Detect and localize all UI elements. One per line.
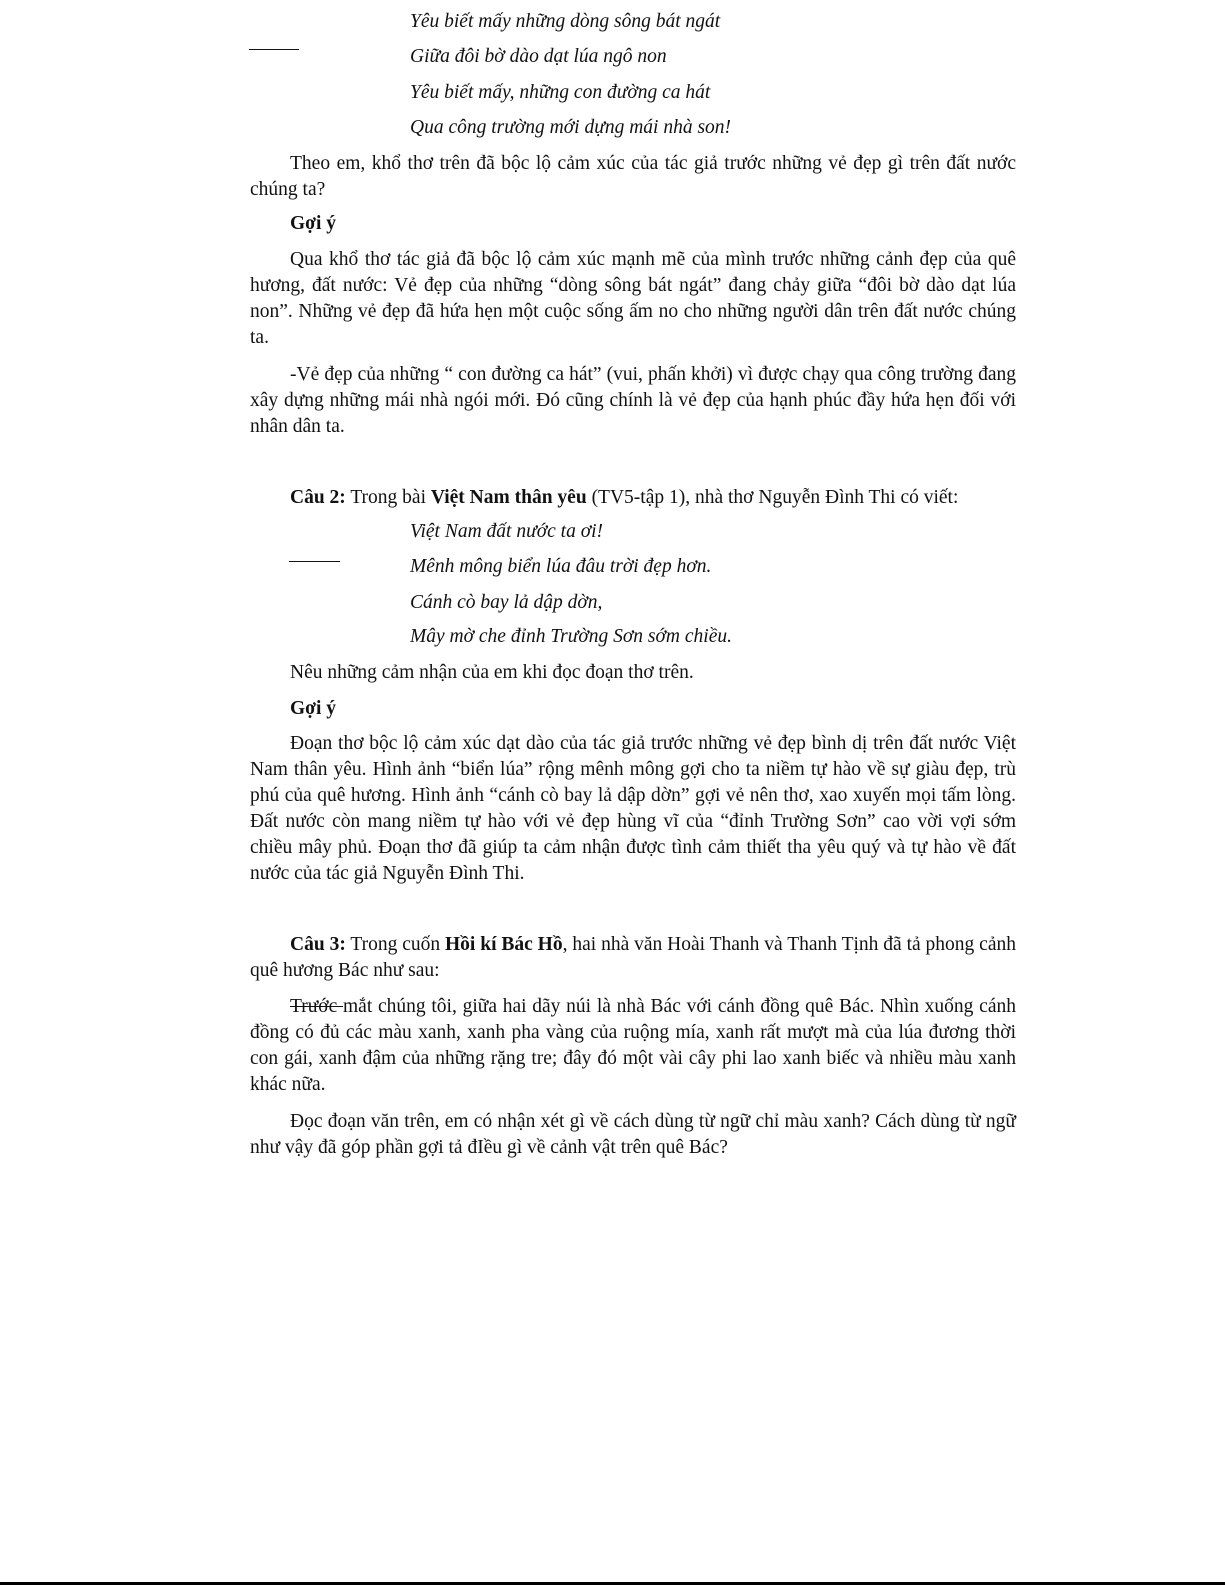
q3-title: Hồi kí Bác Hồ [445, 934, 563, 955]
q3-intro [250, 932, 1016, 984]
q3-passage-text: mắt chúng tôi, giữa hai dãy núi là nhà Bác với cánh đồng quê Bác. Nhìn xuống cánh đồng có đủ các màu xanh, xanh pha vàng của ruộng mía, xanh rất mượt mà của lúa đương thời con gái, xanh đậm của những rặng tre; đây đó một vài cây phi lao xanh biếc và nhiều màu xanh khác nữa. [250, 996, 1016, 1095]
q3-intro-b: , hai nhà văn Hoài Thanh và Thanh Tịnh đã tả phong cảnh quê hương Bác như sau: [250, 934, 1016, 981]
q1-question: Theo em, khổ thơ trên đã bộc lộ cảm xúc của tác giả trước những vẻ đẹp gì trên đất nước chúng ta? [250, 153, 1016, 200]
q1-hint-label: Gợi ý [290, 213, 337, 234]
poem1-line-4: Qua công trường mới dựng mái nhà son! [410, 117, 732, 138]
q2-hint-label: Gợi ý [290, 698, 337, 719]
poem1-line-2: Giữa đôi bờ dào dạt lúa ngô non [410, 46, 667, 67]
q2-intro [250, 485, 1016, 511]
q3-struck-word: Trước [290, 996, 343, 1017]
q3-question: Đọc đoạn văn trên, em có nhận xét gì về cách dùng từ ngữ chỉ màu xanh? Cách dùng từ ngữ như vậy đã góp phần gợi tả đIều gì về cảnh vật trên quê Bác? [250, 1111, 1016, 1158]
poem1-line-1: Yêu biết mấy những dòng sông bát ngát [410, 11, 721, 32]
poem1-line-3: Yêu biết mấy, những con đường ca hát [410, 82, 711, 103]
q1-answer-paragraph-1: Qua khổ thơ tác giả đã bộc lộ cảm xúc mạnh mẽ của mình trước những cảnh đẹp của quê hương, đất nước: Vẻ đẹp của những “dòng sông bát ngát” đang chảy giữa “đôi bờ dào dạt lúa non”. Những vẻ đẹp đã hứa hẹn một cuộc sống ấm no cho những người dân trên đất nước chúng ta. [250, 249, 1016, 348]
q2-intro-a: Trong bài [345, 487, 431, 508]
q2-poem-line-1: Việt Nam đất nước ta ơi! [410, 521, 604, 542]
q2-poem-line-3: Cánh cò bay lả dập dờn, [410, 592, 603, 613]
q1-answer-paragraph-2: -Vẻ đẹp của những “ con đường ca hát” (vui, phấn khởi) vì được chạy qua công trường đang xây dựng những mái nhà ngói mới. Đó cũng chính là vẻ đẹp của hạnh phúc đầy hứa hẹn đối với nhân dân ta. [250, 364, 1016, 437]
q2-question: Nêu những cảm nhận của em khi đọc đoạn thơ trên. [290, 662, 694, 683]
q2-intro-b: (TV5-tập 1), nhà thơ Nguyễn Đình Thi có viết: [586, 487, 959, 508]
q2-answer: Đoạn thơ bộc lộ cảm xúc dạt dào của tác giả trước những vẻ đẹp bình dị trên đất nước Việt Nam thân yêu. Hình ảnh “biển lúa” rộng mênh mông gợi cho ta niềm tự hào về sự giàu đẹp, trù phú của quê hương. Hình ảnh “cánh cò bay lả dập dờn” gợi vẻ nên thơ, xao xuyến mọi tấm lòng. Đất nước còn mang niềm tự hào với vẻ đẹp hùng vĩ của “đỉnh Trường Sơn” cao vời vợi sớm chiều mây phủ. Đoạn thơ đã giúp ta cảm nhận được tình cảm thiết tha yêu quý và tự hào về đất nước của tác giả Nguyễn Đình Thi. [250, 733, 1016, 884]
q2-label: Câu 2: [290, 487, 346, 508]
q3-passage [250, 994, 1016, 1098]
q2-poem-dash [289, 561, 340, 562]
q3-intro-a: Trong cuốn [345, 934, 445, 955]
q2-poem-line-4: Mây mờ che đỉnh Trường Sơn sớm chiều. [410, 626, 732, 647]
q2-poem-line-2: Mênh mông biển lúa đâu trời đẹp hơn. [410, 556, 712, 577]
q3-label: Câu 3: [290, 934, 346, 955]
q2-title: Việt Nam thân yêu [430, 487, 587, 508]
poem1-dash [249, 49, 299, 50]
